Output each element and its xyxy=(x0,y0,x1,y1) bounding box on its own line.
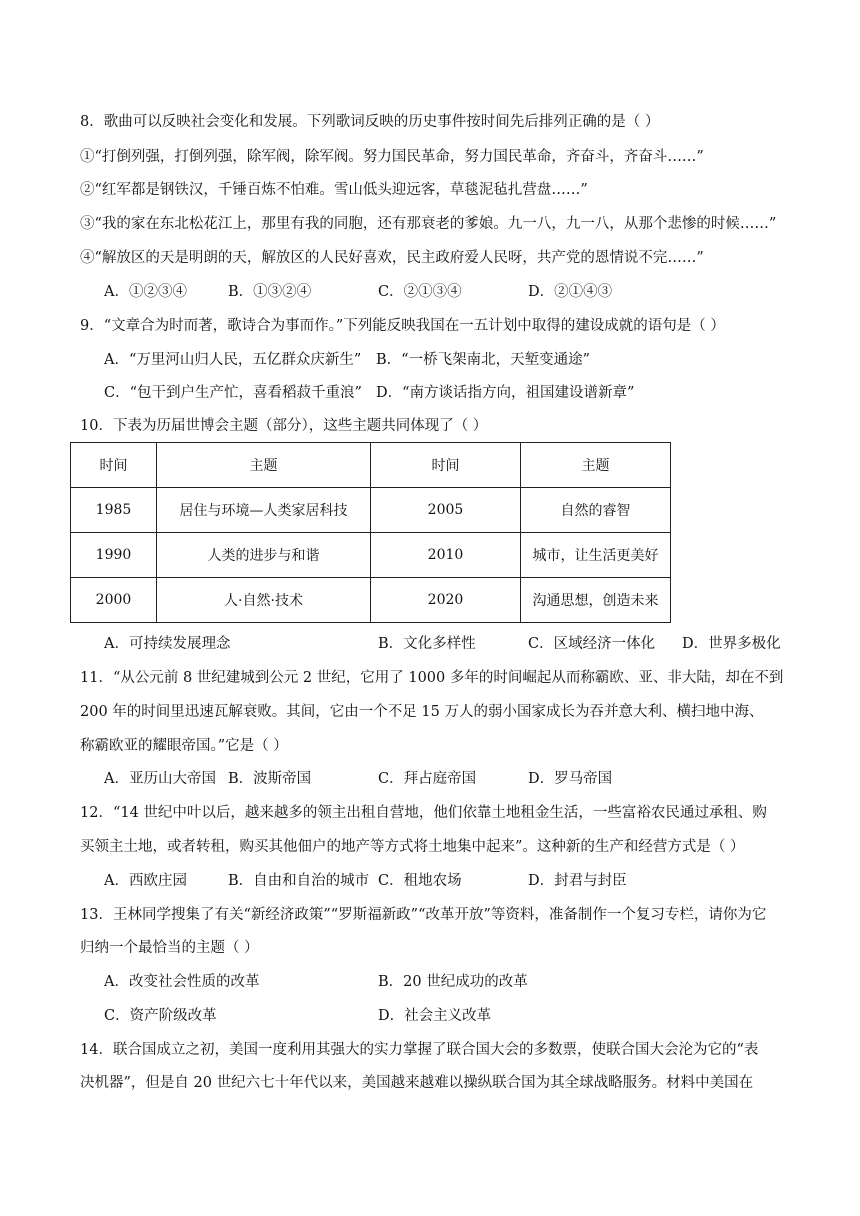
q12-line-1: 12．“14 世纪中叶以后，越来越多的领主出租自营地，他们依靠土地租金生活，一些富裕农民通过承租、购 xyxy=(80,805,767,821)
q8-option-a: A．①②③④ xyxy=(104,284,187,300)
q11-line-3: 称霸欧亚的耀眼帝国。”它是（ ） xyxy=(80,738,288,754)
q8-option-d: D．②①④③ xyxy=(528,284,613,300)
q10-option-b: B．文化多样性 xyxy=(378,636,476,652)
q11-option-d: D．罗马帝国 xyxy=(528,771,613,787)
table-cell: 城市，让生活更美好 xyxy=(521,533,671,578)
q13-option-a: A．改变社会性质的改革 xyxy=(104,974,260,990)
table-cell: 2000 xyxy=(71,578,157,623)
table-header: 主题 xyxy=(157,443,371,488)
table-row xyxy=(71,488,671,533)
q12-option-d: D．封君与封臣 xyxy=(528,873,627,889)
q10-option-a: A．可持续发展理念 xyxy=(104,636,231,652)
expo-theme-table xyxy=(70,442,671,623)
q10-option-d: D．世界多极化 xyxy=(682,636,781,652)
table-cell: 人类的进步与和谐 xyxy=(157,533,371,578)
q8-lyric-4: ④“解放区的天是明朗的天，解放区的人民好喜欢，民主政府爱人民呀，共产党的恩情说不完……” xyxy=(80,250,704,266)
table-header: 时间 xyxy=(71,443,157,488)
q8-stem: 8．歌曲可以反映社会变化和发展。下列歌词反映的历史事件按时间先后排列正确的是（ ） xyxy=(80,114,660,130)
q13-line-2: 归纳一个最恰当的主题（ ） xyxy=(80,940,259,956)
table-row xyxy=(71,578,671,623)
q11-line-2: 200 年的时间里迅速瓦解衰败。其间，它由一个不足 15 万人的弱小国家成长为吞并意大利、横扫地中海、 xyxy=(80,704,764,720)
table-cell: 1990 xyxy=(71,533,157,578)
q10-option-c: C．区域经济一体化 xyxy=(528,636,656,652)
q13-option-d: D．社会主义改革 xyxy=(378,1008,492,1024)
q13-option-c: C．资产阶级改革 xyxy=(104,1008,217,1024)
q14-line-1: 14．联合国成立之初，美国一度利用其强大的实力掌握了联合国大会的多数票，使联合国大会沦为它的“表 xyxy=(80,1042,759,1058)
table-cell: 2005 xyxy=(371,488,521,533)
q12-option-c: C．租地农场 xyxy=(378,873,462,889)
table-cell: 2020 xyxy=(371,578,521,623)
q8-option-c: C．②①③④ xyxy=(378,284,462,300)
table-cell: 人·自然·技术 xyxy=(157,578,371,623)
q8-lyric-1: ①“打倒列强，打倒列强，除军阀，除军阀。努力国民革命，努力国民革命，齐奋斗，齐奋斗……” xyxy=(80,149,704,165)
q12-line-2: 买领主土地，或者转租，购买其他佃户的地产等方式将土地集中起来”。这种新的生产和经营方式是（ ） xyxy=(80,839,745,855)
q8-option-b: B．①③②④ xyxy=(228,284,312,300)
q10-stem: 10．下表为历届世博会主题（部分），这些主题共同体现了（ ） xyxy=(80,418,488,434)
q12-option-b: B．自由和自治的城市 xyxy=(228,873,370,889)
table-cell: 沟通思想，创造未来 xyxy=(521,578,671,623)
q14-line-2: 决机器”，但是自 20 世纪六七十年代以来，美国越来越难以操纵联合国为其全球战略服务。材料中美国在 xyxy=(80,1075,754,1091)
q13-line-1: 13．王林同学搜集了有关“新经济政策”“罗斯福新政”“改革开放”等资料，准备制作一个复习专栏，请你为它 xyxy=(80,907,767,923)
q8-lyric-2: ②“红军都是钢铁汉，千锤百炼不怕难。雪山低头迎远客，草毯泥毡扎营盘……” xyxy=(80,182,588,198)
q11-option-c: C．拜占庭帝国 xyxy=(378,771,477,787)
table-cell: 居住与环境—人类家居科技 xyxy=(157,488,371,533)
q9-stem: 9．“文章合为时而著，歌诗合为事而作。”下列能反映我国在一五计划中取得的建设成就的语句是（ ） xyxy=(80,318,725,334)
q9-option-c: C．“包干到户生产忙，喜看稻菽千重浪” xyxy=(104,385,362,401)
table-header: 主题 xyxy=(521,443,671,488)
q9-option-a: A．“万里河山归人民，五亿群众庆新生” xyxy=(104,352,362,368)
q11-option-b: B．波斯帝国 xyxy=(228,771,312,787)
q12-option-a: A．西欧庄园 xyxy=(104,873,187,889)
q9-option-d: D．“南方谈话指方向，祖国建设谱新章” xyxy=(376,385,635,401)
table-cell: 1985 xyxy=(71,488,157,533)
table-header-row xyxy=(71,443,671,488)
q8-lyric-3: ③“我的家在东北松花江上，那里有我的同胞，还有那衰老的爹娘。九一八，九一八，从那个悲惨的时候……” xyxy=(80,216,777,232)
table-cell: 自然的睿智 xyxy=(521,488,671,533)
table-row xyxy=(71,533,671,578)
table-cell: 2010 xyxy=(371,533,521,578)
q11-option-a: A．亚历山大帝国 xyxy=(104,771,216,787)
q9-option-b: B．“一桥飞架南北，天堑变通途” xyxy=(376,352,590,368)
q13-option-b: B．20 世纪成功的改革 xyxy=(378,974,528,990)
q11-line-1: 11．“从公元前 8 世纪建城到公元 2 世纪，它用了 1000 多年的时间崛起从而称霸欧、亚、非大陆，却在不到 xyxy=(80,670,784,686)
table-header: 时间 xyxy=(371,443,521,488)
